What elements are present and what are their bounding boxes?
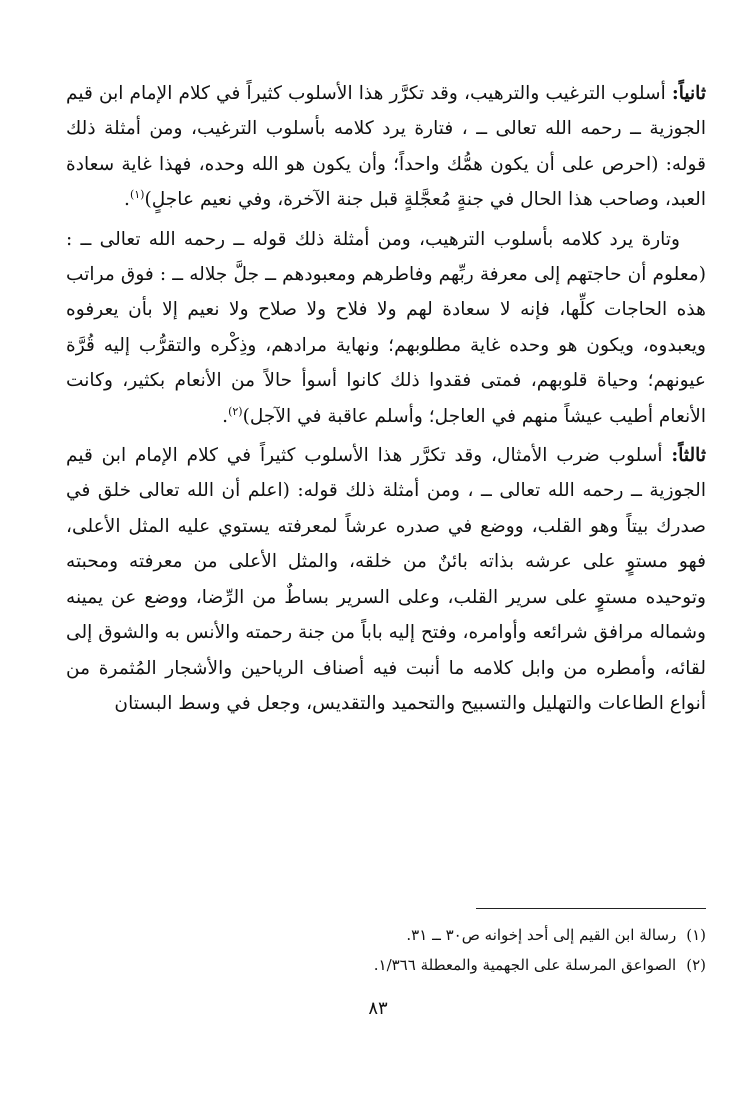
footnote-text: رسالة ابن القيم إلى أحد إخوانه ص٣٠ ــ ٣١. — [406, 926, 677, 944]
paragraph-amthal — [66, 438, 706, 721]
footnotes — [66, 920, 706, 980]
paragraph-tail: . — [222, 405, 229, 427]
footnote-item — [66, 950, 706, 980]
paragraph-targheeb — [66, 76, 706, 218]
page-number: ٨٣ — [368, 998, 388, 1019]
footnote-divider — [476, 908, 706, 909]
footnote-ref[interactable]: (١) — [129, 188, 145, 202]
paragraph-text: أسلوب الترغيب والترهيب، وقد تكرَّر هذا الأسلوب كثيراً في كلام الإمام ابن قيم الجوزية ــ رحمه الله تعالى ــ ، فتارة يرد كلامه بأسلوب الترغيب، ومن أمثلة ذلك قوله: (احرص على أن يكون همُّك واحداً؛ وأن يكون هو الله وحده، فهذا غاية سعادة العبد، وصاحب هذا الحال في جنةٍ مُعجَّلةٍ قبل جنة الآخرة، وفي نعيم عاجلٍ) — [66, 83, 706, 211]
footnote-text: الصواعق المرسلة على الجهمية والمعطلة ١/٣٦٦. — [373, 956, 677, 974]
page-body — [66, 76, 706, 725]
paragraph-tail: . — [124, 189, 130, 211]
paragraph-text: أسلوب ضرب الأمثال، وقد تكرَّر هذا الأسلوب كثيراً في كلام الإمام ابن قيم الجوزية ــ رحمه الله تعالى ــ ، ومن أمثلة ذلك قوله: (اعلم أن الله تعالى خلق في صدرك بيتاً وهو القلب، ووضع في صدره عرشاً لمعرفته يستوي عليه المثل الأعلى، فهو مستوٍ على عرشه بذاته بائنٌ من خلقه، والمثل الأعلى من معرفته ومحبته وتوحيده مستوٍ على سرير القلب، وعلى السرير بساطٌ من الرِّضا، ووضع عن يمينه وشماله مرافق شرائعه وأوامره، وفتح إليه باباً من جنة رحمته والأنس به والشوق إلى لقائه، وأمطره من وابل كلامه ما أنبت فيه أصناف الرياحين والأشجار المُثمرة من أنواع الطاعات والتهليل والتسبيح والتحميد والتقديس، وجعل في وسط البستان — [66, 445, 706, 714]
footnote-number: (٢) — [686, 956, 706, 974]
paragraph-tarheeb — [66, 222, 706, 434]
paragraph-lead: ثانياً: — [671, 83, 706, 104]
footnote-item — [66, 920, 706, 950]
paragraph-lead: ثالثاً: — [671, 445, 706, 467]
footnote-number: (١) — [686, 926, 706, 944]
paragraph-text: وتارة يرد كلامه بأسلوب الترهيب، ومن أمثلة ذلك قوله ــ رحمه الله تعالى ــ : (معلوم أن حاجتهم إلى معرفة ربِّهم وفاطرهم ومعبودهم ــ جلَّ جلاله ــ : فوق مراتب هذه الحاجات كلِّها، فإنه لا سعادة لهم ولا فلاح ولا صلاح ولا نعيم إلا بأن يعرفوه ويعبدوه، ويكون هو وحده غاية مطلوبهم؛ ونهاية مرادهم، وذِكْره والتقرُّب إليه قُرَّة عيونهم؛ وحياة قلوبهم، فمتى فقدوا ذلك كانوا أسوأ حالاً من الأنعام بكثير، وكانت الأنعام أطيب عيشاً منهم في العاجل؛ وأسلم عاقبة في الآجل) — [66, 228, 706, 427]
footnote-ref[interactable]: (٢) — [228, 404, 243, 418]
